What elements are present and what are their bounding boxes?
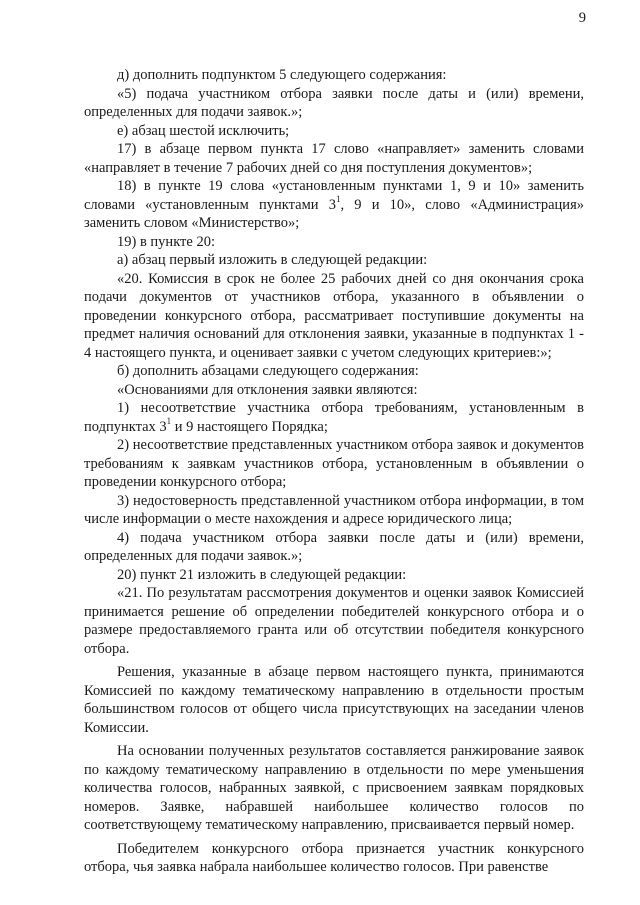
document-body <box>84 66 584 877</box>
paragraph: «Основаниями для отклонения заявки являются: <box>117 381 418 398</box>
paragraph-text: и 9 настоящего Порядка; <box>171 418 328 435</box>
paragraph: е) абзац шестой исключить; <box>117 122 290 139</box>
paragraph: «20. Комиссия в срок не более 25 рабочих дней со дня окончания срока подачи документов от участников отбора, указанного в объявлении о проведении конкурсного отбора, рассматривает поступившие документы на предмет наличия оснований для отклонения заявки, указанные в подпунктах 1 - 4 настоящего пункта, и оценивает заявки с учетом следующих критериев:»; <box>84 270 584 361</box>
paragraph: 3) недостоверность представленной участником отбора информации, в том числе информации о месте нахождения и адресе юридического лица; <box>84 492 584 527</box>
paragraph: Решения, указанные в абзаце первом настоящего пункта, принимаются Комиссией по каждому тематическому направлению в отдельности простым большинством голосов от общего числа присутствующих на заседании членов Комиссии. <box>84 664 584 736</box>
paragraph: На основании полученных результатов составляется ранжирование заявок по каждому тематическому направлению в отдельности по мере уменьшения количества голосов, набранных заявкой, с присвоением заявкам порядковых номеров. Заявке, набравшей наибольшее количество голосов по соответствующему тематическому направлению, присваивается первый номер. <box>84 743 584 833</box>
paragraph-text: 1) несоответствие участника отбора требованиям, установленным в подпунктах 3 <box>84 400 584 435</box>
paragraph: 20) пункт 21 изложить в следующей редакции: <box>117 566 407 583</box>
paragraph-text: , 9 и 10», слово «Администрация» заменить словом «Министерство»; <box>84 196 584 231</box>
paragraph-text: 18) в пункте 19 слова «установленным пунктами 1, 9 и 10» заменить словами «установленным пунктами 3 <box>84 178 584 213</box>
superscript: 1 <box>166 415 172 426</box>
paragraph <box>84 177 584 233</box>
paragraph: 19) в пункте 20: <box>117 233 215 250</box>
paragraph <box>84 399 584 436</box>
paragraph: 17) в абзаце первом пункта 17 слово «направляет» заменить словами «направляет в течение 7 рабочих дней со дня поступления документов»; <box>84 141 584 176</box>
paragraph: 4) подача участником отбора заявки после даты и (или) времени, определенных для подачи заявок.»; <box>84 529 584 564</box>
paragraph: «5) подача участником отбора заявки после даты и (или) времени, определенных для подачи заявок.»; <box>84 85 584 120</box>
paragraph: б) дополнить абзацами следующего содержания: <box>117 363 419 379</box>
paragraph: 2) несоответствие представленных участником отбора заявок и документов требованиям к заявкам участников отбора, установленным в объявлении о проведении конкурсного отбора; <box>84 437 584 490</box>
page-number: 9 <box>578 10 586 26</box>
paragraph: а) абзац первый изложить в следующей редакции: <box>117 252 428 268</box>
paragraph: д) дополнить подпунктом 5 следующего содержания: <box>117 67 447 83</box>
paragraph: «21. По результатам рассмотрения документов и оценки заявок Комиссией принимается решение об определении победителей конкурсного отбора и о размере предоставляемого гранта или об отсутствии победителя конкурсного отбора. <box>84 585 584 657</box>
superscript: 1 <box>335 193 341 204</box>
paragraph: Победителем конкурсного отбора признается участник конкурсного отбора, чья заявка набрала наибольшее количество голосов. При равенстве <box>84 840 584 875</box>
